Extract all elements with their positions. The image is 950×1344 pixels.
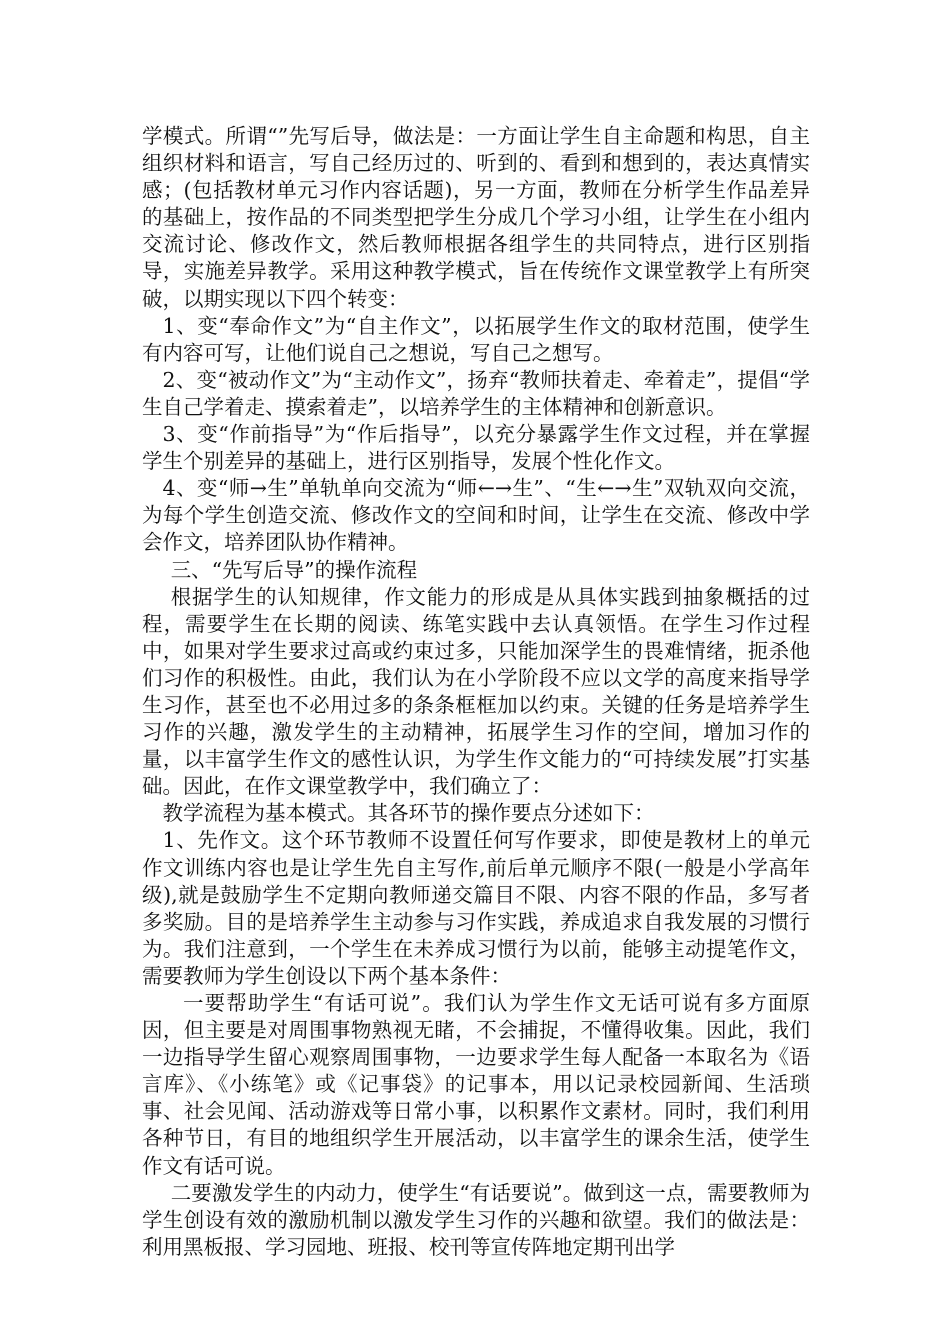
paragraph-change-2: 2、变“被动作文”为“主动作文”，扬弃“教师扶着走、牵着走”，提倡“学生自己学着走、摸索着走”，以培养学生的主体精神和创新意识。: [142, 367, 810, 419]
paragraph-condition-1: 一要帮助学生“有话可说”。我们认为学生作文无话可说有多方面原因，但主要是对周围事物熟视无睹，不会捕捉，不懂得收集。因此，我们一边指导学生留心观察周围事物，一边要求学生每人配备一本取名为《语言库》、《小练笔》或《记事袋》的记事本，用以记录校园新闻、生活琐事、社会见闻、活动游戏等日常小事，以积累作文素材。同时，我们利用各种节日，有目的地组织学生开展活动，以丰富学生的课余生活，使学生作文有话可说。: [142, 991, 810, 1178]
paragraph-change-1: 1、变“奉命作文”为“自主作文”，以拓展学生作文的取材范围，使学生有内容可写，让他们说自己之想说，写自己之想写。: [142, 313, 810, 365]
paragraph-change-4: 4、变“师→生”单轨单向交流为“师←→生”、“生←→生”双轨双向交流，为每个学生创造交流、修改作文的空间和时间，让学生在交流、修改中学会作文，培养团队协作精神。: [142, 476, 810, 555]
document-body: [142, 123, 810, 1261]
paragraph-change-3: 3、变“作前指导”为“作后指导”，以充分暴露学生作文过程，并在掌握学生个别差异的基础上，进行区别指导，发展个性化作文。: [142, 422, 810, 474]
section-heading: 三、“先写后导”的操作流程: [170, 557, 418, 582]
paragraph-intro: 学模式。所谓“”先写后导，做法是：一方面让学生自主命题和构思，自主组织材料和语言，写自己经历过的、听到的、看到和想到的，表达真情实感；(包括教材单元习作内容话题)，另一方面，教师在分析学生作品差异的基础上，按作品的不同类型把学生分成几个学习小组，让学生在小组内交流讨论、修改作文，然后教师根据各组学生的共同特点，进行区别指导，实施差异教学。采用这种教学模式，旨在传统作文课堂教学上有所突破，以期实现以下四个转变：: [142, 124, 810, 311]
paragraph-cognition: 根据学生的认知规律，作文能力的形成是从具体实践到抽象概括的过程，需要学生在长期的阅读、练笔实践中去认真领悟。在学生习作过程中，如果对学生要求过高或约束过多，只能加深学生的畏难情绪，扼杀他们习作的积极性。由此，我们认为在小学阶段不应以文学的高度来指导学生习作，甚至也不必用过多的条条框框加以约束。关键的任务是培养学生习作的兴趣，激发学生的主动精神，拓展学生习作的空间，增加习作的量，以丰富学生作文的感性认识，为学生作文能力的“可持续发展”打实基础。因此，在作文课堂教学中，我们确立了：: [142, 584, 810, 799]
paragraph-condition-2: 二要激发学生的内动力，使学生“有话要说”。做到这一点，需要教师为学生创设有效的激励机制以激发学生习作的兴趣和欲望。我们的做法是：利用黑板报、学习园地、班报、校刊等宣传阵地定期刊出学: [142, 1180, 810, 1259]
paragraph-step-1: 1、先作文。这个环节教师不设置任何写作要求，即使是教材上的单元作文训练内容也是让学生先自主写作,前后单元顺序不限(一般是小学高年级),就是鼓励学生不定期向教师递交篇目不限、内容不限的作品，多写者多奖励。目的是培养学生主动参与习作实践，养成追求自我发展的习惯行为。我们注意到，一个学生在未养成习惯行为以前，能够主动提笔作文，需要教师为学生创设以下两个基本条件：: [142, 828, 810, 988]
paragraph-flow-intro: 教学流程为基本模式。其各环节的操作要点分述如下：: [162, 801, 655, 826]
